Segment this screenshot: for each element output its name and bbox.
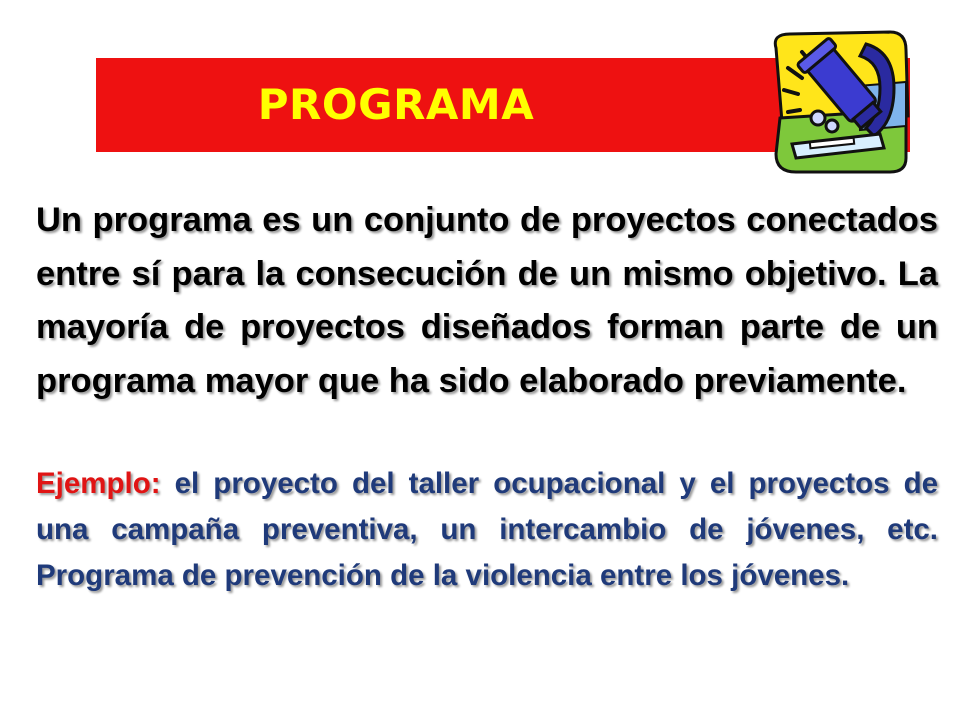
example-text: el proyecto del taller ocupacional y el proyectos de una campaña preventiva, un intercambio de jóvenes, etc. Programa de prevención de la violencia entre los jóvenes. [36, 467, 938, 592]
example-paragraph [36, 461, 938, 599]
example-label: Ejemplo: [36, 467, 161, 500]
microscope-icon [762, 26, 912, 176]
definition-paragraph: Un programa es un conjunto de proyectos conectados entre sí para la consecución de un mismo objetivo. La mayoría de proyectos diseñados forman parte de un programa mayor que ha sido elaborado previamente. [36, 201, 938, 400]
page-title: PROGRAMA [257, 80, 535, 129]
